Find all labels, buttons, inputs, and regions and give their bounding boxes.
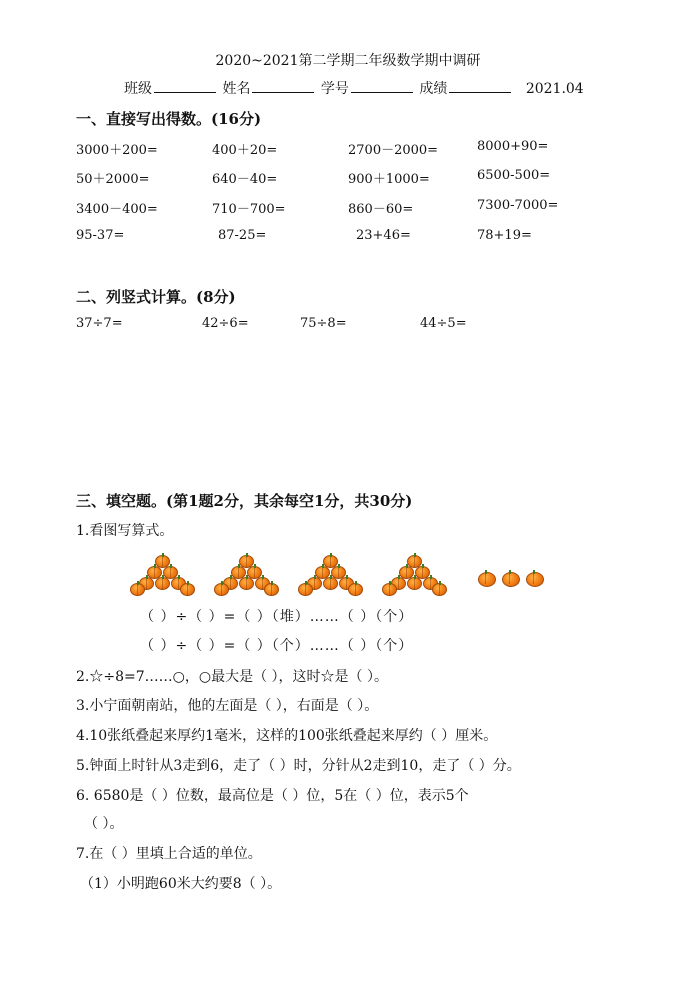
question-1: 1.看图写算式。 (76, 523, 174, 539)
calc-item: 900＋1000= (348, 172, 430, 187)
number-blank[interactable] (351, 80, 413, 93)
calc-item: 8000+90= (477, 139, 549, 154)
calc-item: 3400－400= (76, 202, 158, 217)
question-3: 3.小宁面朝南站，他的左面是（ ），右面是（ ）。 (76, 698, 379, 714)
calc-item: 6500-500= (477, 168, 551, 183)
calc-item: 2700－2000= (348, 143, 439, 158)
calc-item: 3000＋200= (76, 143, 158, 158)
vertical-calc-item: 37÷7= (76, 316, 123, 331)
student-info-row (124, 78, 584, 98)
question-5: 5.钟面上时针从3走到6，走了（ ）时，分针从2走到10，走了（ ）分。 (76, 758, 521, 774)
question-6-continued: （ ）。 (84, 816, 124, 832)
calc-item: 400＋20= (212, 143, 278, 158)
pumpkin-pile-icon (128, 553, 198, 597)
pumpkin-pile-icon (212, 553, 282, 597)
section1-heading: 一、直接写出得数。(16分) (76, 110, 262, 128)
vertical-calc-item: 75÷8= (300, 316, 347, 331)
score-blank[interactable] (449, 80, 511, 93)
vertical-calc-item: 42÷6= (202, 316, 249, 331)
calc-item: 640－40= (212, 172, 278, 187)
calc-item: 78+19= (477, 228, 532, 243)
question-2: 2.☆÷8=7……○，○最大是（ ），这时☆是（ ）。 (76, 669, 388, 685)
page-title: 2020~2021第二学期二年级数学期中调研 (215, 53, 481, 69)
number-label: 学号 (320, 81, 349, 97)
question-7: 7.在（ ）里填上合适的单位。 (76, 846, 262, 862)
question-4: 4.10张纸叠起来厚约1毫米，这样的100张纸叠起来厚约（ ）厘米。 (76, 728, 498, 744)
section2-heading: 二、列竖式计算。(8分) (76, 288, 236, 306)
calc-item: 23+46= (356, 228, 411, 243)
pumpkin-remainder-icon (476, 570, 548, 590)
class-blank[interactable] (154, 80, 216, 93)
question-1-equation-1: （ ）÷（ ）=（ ）（堆）……（ ）（个） (140, 609, 414, 625)
calc-item: 50＋2000= (76, 172, 150, 187)
pumpkin-pile-icon (380, 553, 450, 597)
question-6: 6. 6580是（ ）位数，最高位是（ ）位，5在（ ）位，表示5个 (76, 788, 469, 804)
class-label: 班级 (124, 81, 152, 97)
calc-item: 860－60= (348, 202, 414, 217)
score-label: 成绩 (419, 81, 448, 97)
calc-item: 710－700= (212, 202, 286, 217)
pumpkin-pile-icon (296, 553, 366, 597)
name-blank[interactable] (252, 80, 314, 93)
question-7-part-1: （1）小明跑60米大约要8（ ）。 (80, 876, 282, 892)
section3-heading: 三、填空题。(第1题2分，其余每空1分，共30分) (76, 492, 413, 510)
question-1-equation-2: （ ）÷（ ）=（ ）（个）……（ ）（个） (140, 638, 414, 654)
calc-item: 95-37= (76, 228, 125, 243)
exam-date: 2021.04 (525, 81, 584, 97)
calc-item: 7300-7000= (477, 198, 559, 213)
calc-item: 87-25= (218, 228, 267, 243)
vertical-calc-item: 44÷5= (420, 316, 467, 331)
name-label: 姓名 (222, 81, 251, 97)
